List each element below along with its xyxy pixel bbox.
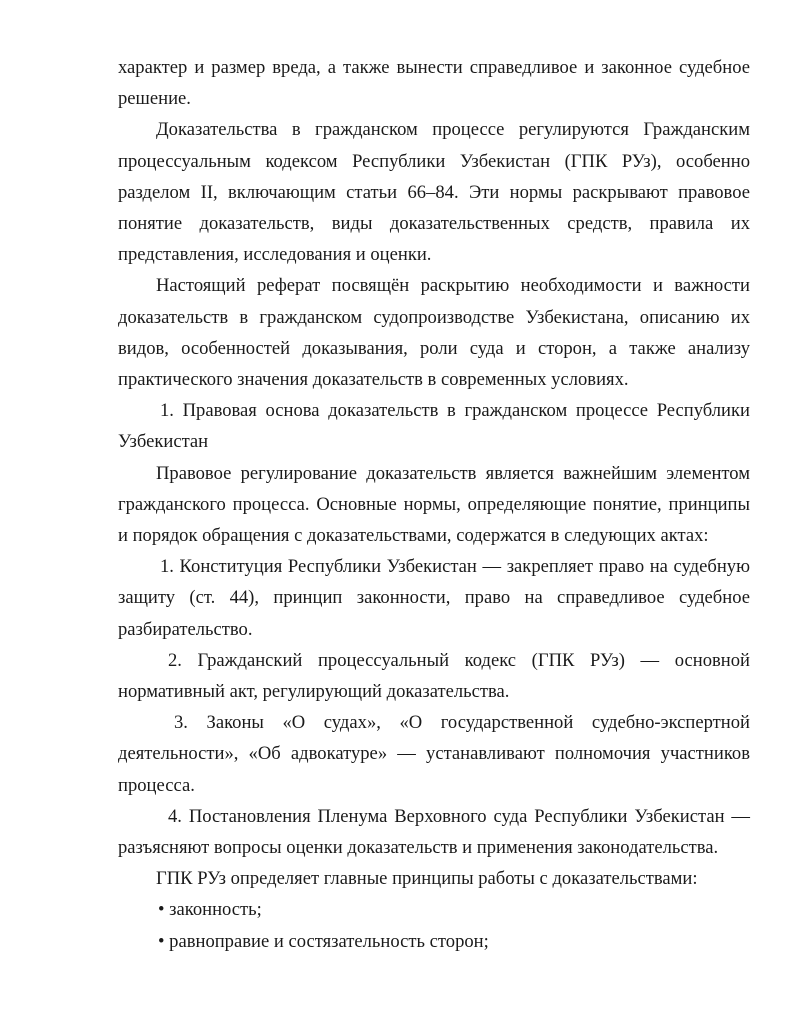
bullet-equality-adversarial: • равноправие и состязательность сторон; <box>158 930 489 952</box>
section-heading-legal-basis: 1. Правовая основа доказательств в гражданском процессе Республики Узбекистан <box>118 400 750 453</box>
paragraph-abstract-purpose: Настоящий реферат посвящён раскрытию необходимости и важности доказательств в гражданском судопроизводстве Узбекистана, описанию их видов, особенностей доказывания, роли суда и сторон, а также анализу практического значения доказательств в современных условиях. <box>118 275 750 391</box>
paragraph-principles-intro: ГПК РУз определяет главные принципы работы с доказательствами: <box>156 868 698 890</box>
list-item-plenum-resolutions: 4. Постановления Пленума Верховного суда Республики Узбекистан — разъясняют вопросы оценки доказательств и применения законодательства. <box>118 805 750 859</box>
paragraph-continuation: характер и размер вреда, а также вынести справедливое и законное судебное решение. <box>118 57 750 110</box>
paragraph-legal-regulation: Правовое регулирование доказательств является важнейшим элементом гражданского процесса. Основные нормы, определяющие понятие, принципы и порядок обращения с доказательствами, содержатся в следующих актах: <box>118 462 750 547</box>
list-item-constitution: 1. Конституция Республики Узбекистан — закрепляет право на судебную защиту (ст. 44), принцип законности, право на справедливое судебное разбирательство. <box>118 556 750 640</box>
bullet-legality: • законность; <box>158 899 262 921</box>
list-item-civil-procedure-code: 2. Гражданский процессуальный кодекс (ГПК РУз) — основной нормативный акт, регулирующий доказательства. <box>118 649 750 703</box>
list-item-laws: 3. Законы «О судах», «О государственной судебно-экспертной деятельности», «Об адвокатуре» — устанавливают полномочия участников процесса. <box>118 712 750 796</box>
paragraph-evidence-regulation: Доказательства в гражданском процессе регулируются Гражданским процессуальным кодексом Республики Узбекистан (ГПК РУз), особенно разделом II, включающим статьи 66–84. Эти нормы раскрывают правовое понятие доказательств, виды доказательственных средств, правила их представления, исследования и оценки. <box>118 119 750 266</box>
